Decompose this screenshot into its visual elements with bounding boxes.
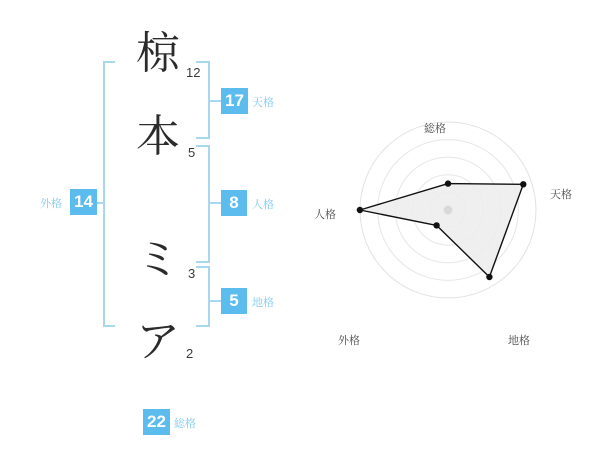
gaikaku-chip-connector [96, 202, 103, 204]
radar-axis-label-soukaku: 総格 [424, 122, 446, 135]
radar-plot-area [357, 180, 527, 280]
tenkaku-label: 天格 [252, 96, 274, 109]
chikaku-bracket-vertical [208, 266, 210, 327]
chikaku-chip-connector [208, 300, 221, 302]
tenkaku-value: 17 [221, 88, 248, 114]
radar-chart-panel [300, 0, 600, 470]
chikaku-value: 5 [221, 288, 247, 314]
radar-axis-label-jinkaku: 人格 [314, 208, 336, 221]
radar-axis-label-tenkaku: 天格 [550, 188, 572, 201]
gaikaku-bracket-bottom [103, 325, 115, 327]
radar-axis-label-chikaku: 地格 [508, 334, 530, 347]
tenkaku-chip-connector [208, 100, 221, 102]
jinkaku-bracket-bottom [196, 261, 208, 263]
chikaku-bracket-top [196, 266, 208, 268]
jinkaku-chip-connector [208, 202, 221, 204]
soukaku-value: 22 [143, 409, 170, 435]
jinkaku-bracket-top [196, 145, 208, 147]
tenkaku-bracket-top [196, 61, 208, 63]
soukaku-label: 総格 [174, 417, 196, 430]
gaikaku-bracket-vertical [103, 61, 105, 327]
radar-axis-label-gaikaku: 外格 [338, 334, 360, 347]
gaikaku-value: 14 [70, 189, 97, 215]
tenkaku-bracket-bottom [196, 137, 208, 139]
stroke-count-4: 2 [186, 346, 194, 361]
jinkaku-bracket-vertical [208, 145, 210, 263]
stroke-count-2: 5 [188, 145, 196, 160]
gaikaku-bracket-top [103, 61, 115, 63]
gaikaku-label: 外格 [40, 197, 62, 210]
chikaku-bracket-bottom [196, 325, 208, 327]
jinkaku-value: 8 [221, 190, 247, 216]
name-character-4: ア [136, 316, 180, 367]
name-character-1: 椋 [136, 28, 180, 79]
chikaku-label: 地格 [252, 296, 274, 309]
radar-chart-svg [300, 60, 600, 360]
stroke-count-1: 12 [186, 65, 201, 80]
jinkaku-label: 人格 [252, 198, 274, 211]
name-character-2: 本 [136, 111, 180, 162]
stroke-count-3: 3 [188, 266, 196, 281]
name-character-3: ミ [136, 234, 180, 285]
